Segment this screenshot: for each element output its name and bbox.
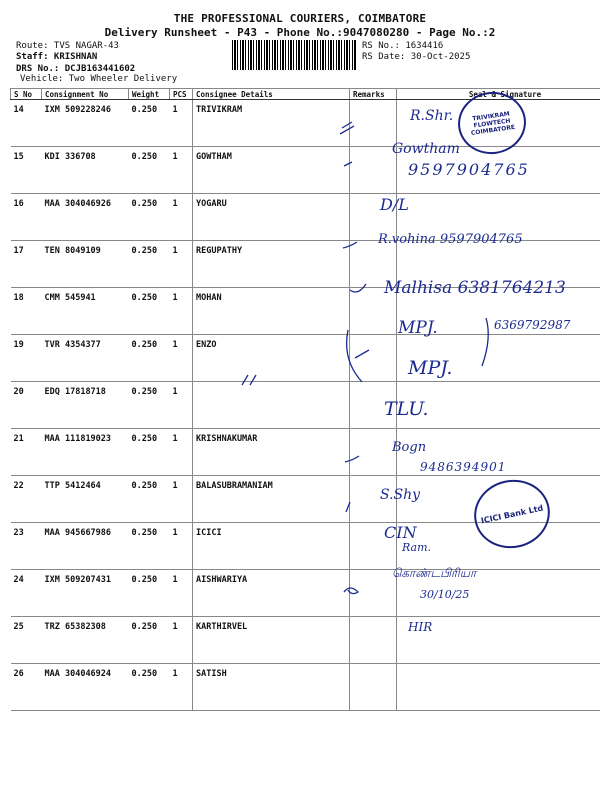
col-remarks: Remarks xyxy=(350,89,397,100)
row-consignee: AISHWARIYA xyxy=(193,570,350,617)
rs-date: RS Date: 30-Oct-2025 xyxy=(362,52,471,62)
row-consignment: EDQ 17818718 xyxy=(42,382,129,429)
signature-19-mark: MPJ. xyxy=(398,318,438,338)
table-row xyxy=(11,429,600,476)
row-pcs: 1 xyxy=(170,476,193,523)
col-weight: Weight xyxy=(129,89,170,100)
route-label: Route: TVS NAGAR-43 xyxy=(16,41,119,51)
row-consignment: MAA 945667986 xyxy=(42,523,129,570)
row-sno: 19 xyxy=(11,335,42,382)
row-remarks xyxy=(350,382,397,429)
page-title: THE PROFESSIONAL COURIERS, COIMBATORE xyxy=(173,12,427,25)
row-sno: 14 xyxy=(11,100,42,147)
row-consignee: REGUPATHY xyxy=(193,241,350,288)
row-pcs: 1 xyxy=(170,100,193,147)
row-weight: 0.250 xyxy=(129,147,170,194)
row-weight: 0.250 xyxy=(129,194,170,241)
row-pcs: 1 xyxy=(170,570,193,617)
row-weight: 0.250 xyxy=(129,476,170,523)
row-consignee: GOWTHAM xyxy=(193,147,350,194)
row-weight: 0.250 xyxy=(129,100,170,147)
row-seal xyxy=(397,570,600,617)
row-consignment: TVR 4354377 xyxy=(42,335,129,382)
rs-number: RS No.: 1634416 xyxy=(362,41,444,51)
row-remarks xyxy=(350,617,397,664)
row-consignment: CMM 545941 xyxy=(42,288,129,335)
table-row xyxy=(11,147,600,194)
signature-15-name: Gowtham xyxy=(392,141,460,157)
row-seal xyxy=(397,382,600,429)
row-consignee: YOGARU xyxy=(193,194,350,241)
row-pcs: 1 xyxy=(170,194,193,241)
row-weight: 0.250 xyxy=(129,617,170,664)
row-remarks xyxy=(350,429,397,476)
row-consignment: MAA 304046926 xyxy=(42,194,129,241)
row-seal xyxy=(397,194,600,241)
row-sno: 15 xyxy=(11,147,42,194)
row-consignee: ICICI xyxy=(193,523,350,570)
table-row xyxy=(11,241,600,288)
row-pcs: 1 xyxy=(170,241,193,288)
row-weight: 0.250 xyxy=(129,664,170,711)
signature-22-phone: 9486394901 xyxy=(420,460,507,474)
col-seal: Seal & Signature xyxy=(397,89,600,100)
row-seal xyxy=(397,147,600,194)
row-consignee: MOHAN xyxy=(193,288,350,335)
signature-21: TLU. xyxy=(384,398,429,420)
row-seal xyxy=(397,617,600,664)
row-pcs: 1 xyxy=(170,664,193,711)
signature-26: HIR xyxy=(408,620,433,634)
signature-17: R.vohina 9597904765 xyxy=(378,232,523,247)
vehicle-label: Vehicle: Two Wheeler Delivery xyxy=(20,74,178,84)
row-consignment: IXM 509228246 xyxy=(42,100,129,147)
table-row xyxy=(11,194,600,241)
row-weight: 0.250 xyxy=(129,570,170,617)
table-row xyxy=(11,335,600,382)
row-pcs: 1 xyxy=(170,335,193,382)
flowtech-stamp: TRIVIKRAM FLOWTECH COIMBATORE xyxy=(454,88,530,159)
signature-25-date: 30/10/25 xyxy=(420,588,470,601)
row-consignment: TRZ 65382308 xyxy=(42,617,129,664)
row-seal xyxy=(397,288,600,335)
row-pcs: 1 xyxy=(170,288,193,335)
row-consignment: MAA 304046924 xyxy=(42,664,129,711)
signature-15-phone: 9597904765 xyxy=(408,160,530,179)
row-consignee: ENZO xyxy=(193,335,350,382)
staff-label: Staff: KRISHNAN xyxy=(16,52,98,62)
row-remarks xyxy=(350,241,397,288)
row-pcs: 1 xyxy=(170,429,193,476)
row-weight: 0.250 xyxy=(129,241,170,288)
row-consignment: IXM 509207431 xyxy=(42,570,129,617)
row-consignment: KDI 336708 xyxy=(42,147,129,194)
row-consignment: MAA 111819023 xyxy=(42,429,129,476)
signature-20: MPJ. xyxy=(408,357,453,379)
signature-19-phone: 6369792987 xyxy=(494,318,571,332)
row-consignee: TRIVIKRAM xyxy=(193,100,350,147)
table-row xyxy=(11,382,600,429)
table-body xyxy=(11,100,600,711)
row-weight: 0.250 xyxy=(129,335,170,382)
signature-22-name: Bogn xyxy=(392,440,427,455)
table-row xyxy=(11,617,600,664)
row-remarks xyxy=(350,570,397,617)
signature-14: R.Shr. xyxy=(410,108,454,124)
row-weight: 0.250 xyxy=(129,523,170,570)
signature-16: D/L xyxy=(380,195,409,214)
col-sno: S No xyxy=(11,89,42,100)
page-subtitle: Delivery Runsheet - P43 - Phone No.:9047080280 - Page No.:2 xyxy=(104,26,496,39)
signature-23: S.Shy xyxy=(380,487,421,503)
row-consignee: KRISHNAKUMAR xyxy=(193,429,350,476)
row-remarks xyxy=(350,147,397,194)
row-sno: 16 xyxy=(11,194,42,241)
row-consignment: TTP 5412464 xyxy=(42,476,129,523)
row-consignee xyxy=(193,382,350,429)
row-remarks xyxy=(350,194,397,241)
drs-label: DRS No.: DCJB163441602 xyxy=(16,64,136,74)
row-weight: 0.250 xyxy=(129,429,170,476)
row-seal xyxy=(397,664,600,711)
row-remarks xyxy=(350,523,397,570)
row-consignee: KARTHIRVEL xyxy=(193,617,350,664)
row-sno: 22 xyxy=(11,476,42,523)
barcode xyxy=(232,40,357,70)
table-row xyxy=(11,288,600,335)
row-consignment: TEN 8049109 xyxy=(42,241,129,288)
row-seal xyxy=(397,335,600,382)
row-consignee: BALASUBRAMANIAM xyxy=(193,476,350,523)
signature-24-name: CIN xyxy=(384,523,417,542)
row-sno: 18 xyxy=(11,288,42,335)
row-sno: 20 xyxy=(11,382,42,429)
row-sno: 24 xyxy=(11,570,42,617)
row-remarks xyxy=(350,664,397,711)
table-row xyxy=(11,570,600,617)
col-consignment: Consignment No xyxy=(42,89,129,100)
row-seal xyxy=(397,429,600,476)
row-remarks xyxy=(350,100,397,147)
signature-25-name: கொண்டபிரியா xyxy=(392,566,477,580)
icici-stamp: ICICI Bank Ltd xyxy=(468,473,556,555)
signature-18: Malhisa 6381764213 xyxy=(384,278,566,298)
row-seal xyxy=(397,241,600,288)
table-row xyxy=(11,664,600,711)
runsheet-table xyxy=(10,88,600,711)
col-pcs: PCS xyxy=(170,89,193,100)
row-pcs: 1 xyxy=(170,617,193,664)
row-pcs: 1 xyxy=(170,523,193,570)
row-weight: 0.250 xyxy=(129,382,170,429)
row-pcs: 1 xyxy=(170,147,193,194)
signature-24-ram: Ram. xyxy=(402,541,432,554)
row-sno: 21 xyxy=(11,429,42,476)
row-pcs: 1 xyxy=(170,382,193,429)
row-remarks xyxy=(350,335,397,382)
row-sno: 17 xyxy=(11,241,42,288)
row-remarks xyxy=(350,476,397,523)
row-consignee: SATISH xyxy=(193,664,350,711)
row-sno: 26 xyxy=(11,664,42,711)
row-remarks xyxy=(350,288,397,335)
row-sno: 23 xyxy=(11,523,42,570)
col-consignee: Consignee Details xyxy=(193,89,350,100)
row-weight: 0.250 xyxy=(129,288,170,335)
row-sno: 25 xyxy=(11,617,42,664)
